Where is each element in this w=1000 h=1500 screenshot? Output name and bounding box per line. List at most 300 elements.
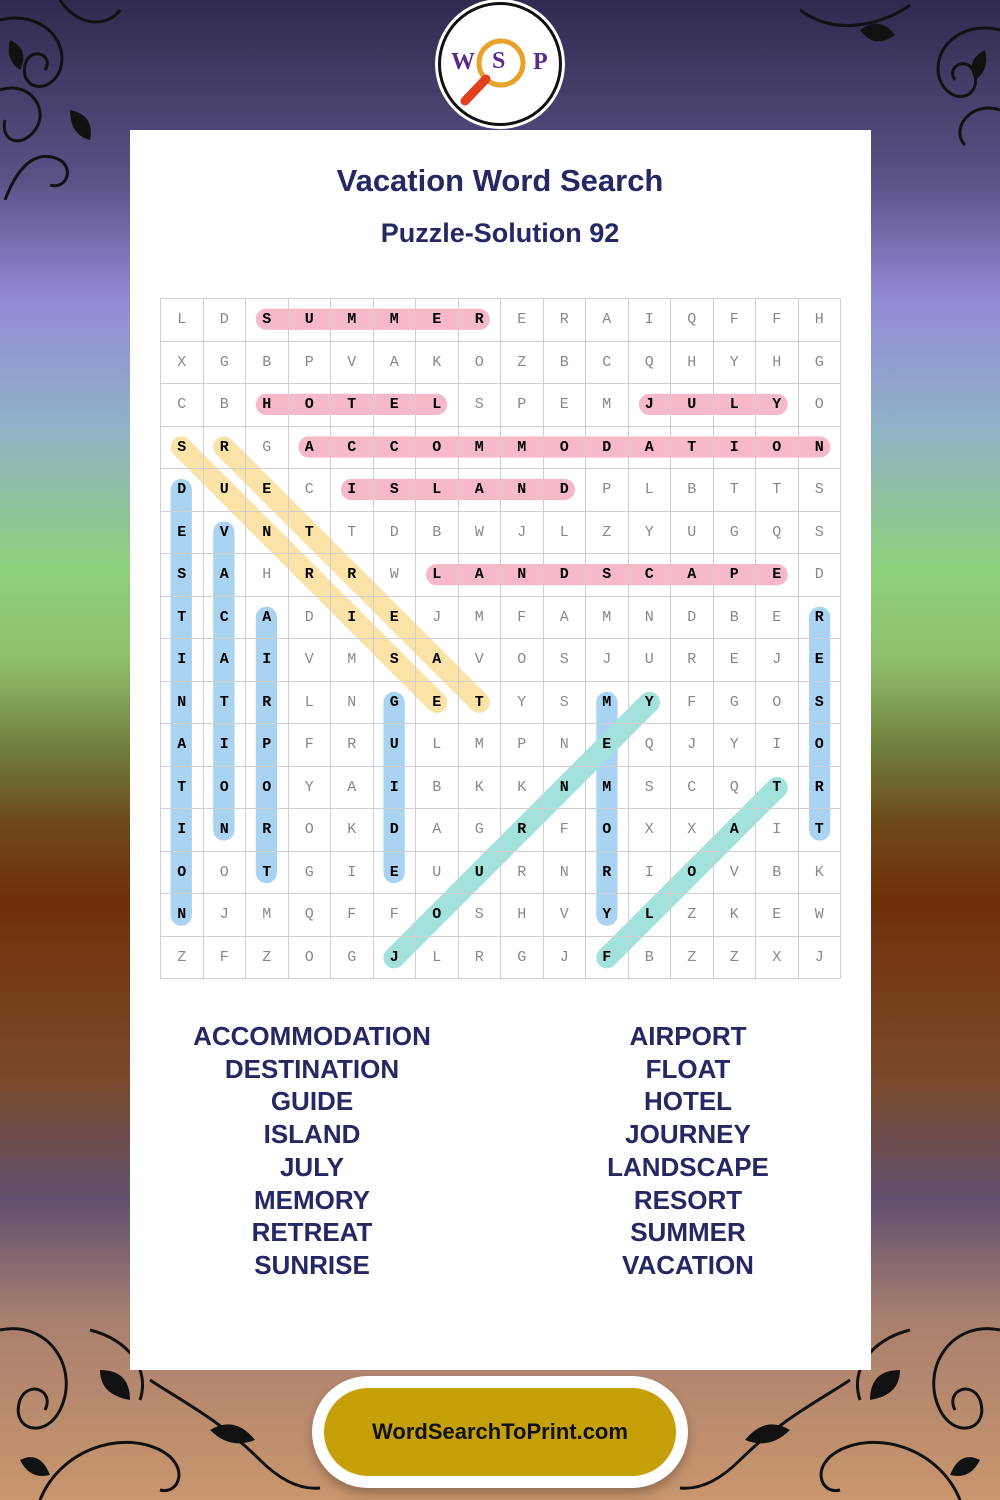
word-list-item: FLOAT <box>645 1053 731 1084</box>
grid-cell: L <box>628 469 671 512</box>
grid-cell: K <box>713 894 756 937</box>
grid-cell: S <box>161 426 204 469</box>
grid-cell: T <box>331 511 374 554</box>
grid-cell: T <box>331 384 374 427</box>
grid-cell: U <box>458 851 501 894</box>
grid-cell: G <box>501 936 544 979</box>
logo-letter-s: S <box>492 48 506 74</box>
grid-cell: Y <box>756 384 799 427</box>
grid-cell: M <box>586 596 629 639</box>
grid-cell: M <box>458 596 501 639</box>
grid-cell: N <box>543 724 586 767</box>
grid-cell: C <box>331 426 374 469</box>
grid-cell: M <box>246 894 289 937</box>
grid-cell: J <box>798 936 841 979</box>
grid-cell: B <box>416 511 459 554</box>
grid-cell: T <box>671 426 714 469</box>
grid-cell: L <box>713 384 756 427</box>
grid-cell: E <box>586 724 629 767</box>
grid-cell: U <box>671 511 714 554</box>
grid-cell: Y <box>586 894 629 937</box>
grid-cell: V <box>458 639 501 682</box>
grid-cell: C <box>628 554 671 597</box>
grid-cell: E <box>161 511 204 554</box>
grid-row <box>161 894 841 937</box>
word-search-grid <box>160 298 841 979</box>
grid-cell: W <box>458 511 501 554</box>
grid-cell: R <box>543 299 586 342</box>
grid-cell: N <box>203 809 246 852</box>
grid-cell: J <box>501 511 544 554</box>
grid-cell: P <box>713 554 756 597</box>
grid-cell: N <box>628 596 671 639</box>
grid-cell: O <box>543 426 586 469</box>
grid-cell: F <box>373 894 416 937</box>
word-list-item: ACCOMMODATION <box>193 1021 431 1051</box>
grid-cell: S <box>798 469 841 512</box>
grid-cell: D <box>671 596 714 639</box>
grid-cell: P <box>501 724 544 767</box>
grid-cell: I <box>373 766 416 809</box>
grid-cell: F <box>501 596 544 639</box>
grid-cell: B <box>756 851 799 894</box>
grid-cell: R <box>458 299 501 342</box>
grid-cell: U <box>628 639 671 682</box>
site-link-label: WordSearchToPrint.com <box>372 1419 628 1444</box>
grid-cell: M <box>458 724 501 767</box>
grid-cell: E <box>501 299 544 342</box>
grid-cell: H <box>246 384 289 427</box>
grid-cell: S <box>586 554 629 597</box>
grid-cell: W <box>373 554 416 597</box>
grid-cell: E <box>246 469 289 512</box>
grid-row <box>161 936 841 979</box>
grid-cell: I <box>246 639 289 682</box>
grid-cell: Z <box>501 341 544 384</box>
grid-cell: T <box>161 766 204 809</box>
grid-cell: J <box>543 936 586 979</box>
grid-row <box>161 724 841 767</box>
grid-cell: J <box>203 894 246 937</box>
grid-cell: J <box>756 639 799 682</box>
grid-cell: N <box>246 511 289 554</box>
grid-cell: R <box>288 554 331 597</box>
grid-cell: E <box>373 384 416 427</box>
grid-cell: O <box>288 384 331 427</box>
word-list-item: LANDSCAPE <box>607 1151 769 1182</box>
grid-cell: A <box>288 426 331 469</box>
grid-row <box>161 554 841 597</box>
grid-cell: R <box>246 681 289 724</box>
logo-letter-w: W <box>451 49 475 75</box>
grid-cell: N <box>543 851 586 894</box>
grid-cell: Y <box>713 724 756 767</box>
grid-cell: F <box>543 809 586 852</box>
grid-cell: A <box>331 766 374 809</box>
word-list-item: ISLAND <box>263 1119 361 1150</box>
grid-cell: S <box>458 384 501 427</box>
grid-cell: A <box>161 724 204 767</box>
grid-cell: C <box>586 341 629 384</box>
grid-cell: A <box>713 809 756 852</box>
grid-cell: U <box>288 299 331 342</box>
grid-cell: M <box>373 299 416 342</box>
grid-cell: F <box>586 936 629 979</box>
word-list-right <box>528 1020 848 1282</box>
grid-cell: R <box>671 639 714 682</box>
grid-cell: K <box>331 809 374 852</box>
grid-cell: L <box>543 511 586 554</box>
grid-cell: O <box>246 766 289 809</box>
grid-cell: Q <box>628 341 671 384</box>
grid-cell: I <box>161 809 204 852</box>
grid-cell: B <box>713 596 756 639</box>
grid-cell: D <box>543 469 586 512</box>
grid-cell: G <box>373 681 416 724</box>
grid-cell: N <box>161 894 204 937</box>
grid-cell: A <box>543 596 586 639</box>
grid-cell: Z <box>161 936 204 979</box>
grid-cell: G <box>713 681 756 724</box>
grid-cell: N <box>161 681 204 724</box>
grid-cell: A <box>628 426 671 469</box>
grid-cell: S <box>161 554 204 597</box>
grid-cell: I <box>628 299 671 342</box>
grid-row <box>161 511 841 554</box>
grid-cell: A <box>458 469 501 512</box>
grid-cell: F <box>288 724 331 767</box>
grid-cell: M <box>458 426 501 469</box>
grid-cell: H <box>756 341 799 384</box>
word-list-item: MEMORY <box>253 1184 371 1215</box>
grid-cell: P <box>288 341 331 384</box>
word-list-item: AIRPORT <box>629 1021 747 1051</box>
grid-cell: Z <box>713 936 756 979</box>
grid-cell: D <box>288 596 331 639</box>
grid-cell: I <box>331 596 374 639</box>
grid-row <box>161 851 841 894</box>
grid-cell: E <box>756 894 799 937</box>
grid-cell: T <box>756 766 799 809</box>
grid-cell: K <box>458 766 501 809</box>
grid-cell: T <box>288 511 331 554</box>
grid-cell: H <box>246 554 289 597</box>
grid-cell: U <box>671 384 714 427</box>
grid-cell: I <box>203 724 246 767</box>
grid-cell: A <box>416 809 459 852</box>
grid-cell: A <box>246 596 289 639</box>
grid-cell: T <box>798 809 841 852</box>
grid-cell: O <box>161 851 204 894</box>
grid-cell: M <box>501 426 544 469</box>
grid-row <box>161 384 841 427</box>
grid-cell: A <box>203 554 246 597</box>
grid-cell: J <box>416 596 459 639</box>
grid-cell: D <box>373 809 416 852</box>
grid-cell: E <box>416 299 459 342</box>
grid-cell: W <box>798 894 841 937</box>
grid-cell: A <box>671 554 714 597</box>
grid-row <box>161 809 841 852</box>
grid-cell: O <box>798 384 841 427</box>
grid-cell: T <box>713 469 756 512</box>
word-list-item: SUNRISE <box>254 1249 370 1280</box>
grid-cell: A <box>416 639 459 682</box>
corner-ornament-top-right <box>800 0 1000 150</box>
word-list-item: GUIDE <box>270 1086 354 1117</box>
grid-cell: G <box>288 851 331 894</box>
logo-letter-p: P <box>533 49 548 75</box>
grid-cell: Q <box>671 299 714 342</box>
grid-cell: G <box>798 341 841 384</box>
grid-cell: B <box>671 469 714 512</box>
grid-row <box>161 341 841 384</box>
grid-cell: O <box>416 426 459 469</box>
grid-cell: I <box>331 469 374 512</box>
grid-cell: F <box>713 299 756 342</box>
grid-cell: X <box>628 809 671 852</box>
grid-cell: C <box>203 596 246 639</box>
grid-cell: F <box>756 299 799 342</box>
grid-cell: H <box>501 894 544 937</box>
grid-row <box>161 469 841 512</box>
grid-cell: X <box>671 809 714 852</box>
grid-cell: J <box>373 936 416 979</box>
grid-cell: H <box>798 299 841 342</box>
word-list-item: JULY <box>279 1151 345 1182</box>
grid-cell: G <box>331 936 374 979</box>
grid-cell: O <box>671 851 714 894</box>
grid-cell: Q <box>288 894 331 937</box>
grid-cell: D <box>373 511 416 554</box>
grid-cell: X <box>161 341 204 384</box>
grid-cell: R <box>501 851 544 894</box>
grid-cell: Y <box>288 766 331 809</box>
grid-cell: A <box>586 299 629 342</box>
grid-cell: B <box>416 766 459 809</box>
grid-cell: O <box>288 809 331 852</box>
grid-cell: R <box>798 596 841 639</box>
grid-cell: O <box>203 766 246 809</box>
grid-cell: A <box>373 341 416 384</box>
grid-cell: I <box>713 426 756 469</box>
grid-cell: D <box>586 426 629 469</box>
grid-cell: Z <box>671 894 714 937</box>
site-link-button[interactable] <box>324 1388 676 1476</box>
grid-cell: R <box>458 936 501 979</box>
grid-cell: Q <box>628 724 671 767</box>
grid-cell: J <box>586 639 629 682</box>
grid-cell: G <box>458 809 501 852</box>
grid-cell: U <box>416 851 459 894</box>
grid-cell: A <box>203 639 246 682</box>
grid-cell: T <box>161 596 204 639</box>
grid-cell: O <box>501 639 544 682</box>
grid-cell: I <box>628 851 671 894</box>
grid-cell: L <box>416 554 459 597</box>
grid-cell: R <box>203 426 246 469</box>
grid-cell: O <box>756 426 799 469</box>
grid-cell: I <box>756 809 799 852</box>
grid-cell: E <box>543 384 586 427</box>
page-title: Vacation Word Search <box>336 163 664 198</box>
grid-cell: E <box>416 681 459 724</box>
grid-cell: F <box>671 681 714 724</box>
grid-cell: S <box>373 639 416 682</box>
grid-cell: L <box>416 384 459 427</box>
grid-cell: I <box>756 724 799 767</box>
grid-cell: S <box>458 894 501 937</box>
grid-cell: L <box>161 299 204 342</box>
grid-cell: U <box>373 724 416 767</box>
grid-cell: V <box>331 341 374 384</box>
grid-cell: O <box>458 341 501 384</box>
grid-cell: B <box>203 384 246 427</box>
grid-cell: S <box>798 511 841 554</box>
grid-cell: G <box>713 511 756 554</box>
grid-cell: G <box>203 341 246 384</box>
grid-cell: X <box>756 936 799 979</box>
grid-cell: D <box>543 554 586 597</box>
grid-cell: B <box>628 936 671 979</box>
grid-cell: C <box>671 766 714 809</box>
grid-row <box>161 766 841 809</box>
grid-cell: O <box>203 851 246 894</box>
grid-cell: N <box>543 766 586 809</box>
word-list-item: RESORT <box>633 1184 743 1215</box>
grid-cell: Z <box>246 936 289 979</box>
grid-cell: Q <box>713 766 756 809</box>
grid-cell: D <box>798 554 841 597</box>
grid-cell: I <box>161 639 204 682</box>
grid-cell: K <box>798 851 841 894</box>
word-list-item: RETREAT <box>251 1217 373 1248</box>
grid-cell: M <box>586 766 629 809</box>
grid-cell: B <box>543 341 586 384</box>
grid-cell: P <box>501 384 544 427</box>
grid-cell: C <box>288 469 331 512</box>
word-list-item: VACATION <box>622 1249 754 1280</box>
grid-cell: N <box>798 426 841 469</box>
grid-cell: M <box>331 639 374 682</box>
grid-cell: Z <box>671 936 714 979</box>
grid-cell: G <box>246 426 289 469</box>
grid-cell: T <box>203 681 246 724</box>
grid-cell: V <box>543 894 586 937</box>
grid-cell: V <box>288 639 331 682</box>
grid-cell: I <box>331 851 374 894</box>
grid-cell: S <box>246 299 289 342</box>
grid-cell: N <box>331 681 374 724</box>
grid-cell: P <box>586 469 629 512</box>
grid-cell: P <box>246 724 289 767</box>
grid-cell: F <box>203 936 246 979</box>
grid-cell: Y <box>628 681 671 724</box>
grid-cell: T <box>246 851 289 894</box>
grid-row <box>161 299 841 342</box>
grid-cell: E <box>713 639 756 682</box>
page-subtitle: Puzzle-Solution 92 <box>380 218 620 248</box>
grid-row <box>161 681 841 724</box>
word-list-item: JOURNEY <box>625 1119 751 1150</box>
grid-cell: L <box>628 894 671 937</box>
grid-cell: M <box>331 299 374 342</box>
grid-cell: E <box>756 554 799 597</box>
grid-cell: C <box>373 426 416 469</box>
grid-cell: R <box>246 809 289 852</box>
grid-cell: A <box>458 554 501 597</box>
grid-cell: L <box>416 936 459 979</box>
word-list-item: DESTINATION <box>224 1053 400 1084</box>
grid-cell: M <box>586 384 629 427</box>
grid-cell: R <box>586 851 629 894</box>
grid-cell: R <box>798 766 841 809</box>
grid-cell: F <box>331 894 374 937</box>
word-list-item: SUMMER <box>630 1217 746 1248</box>
grid-cell: Q <box>756 511 799 554</box>
grid-cell: N <box>501 469 544 512</box>
grid-cell: E <box>798 639 841 682</box>
grid-cell: S <box>543 639 586 682</box>
grid-cell: L <box>416 724 459 767</box>
grid-cell: Y <box>713 341 756 384</box>
grid-cell: K <box>501 766 544 809</box>
grid-cell: Z <box>586 511 629 554</box>
grid-cell: O <box>798 724 841 767</box>
grid-cell: L <box>416 469 459 512</box>
grid-cell: V <box>713 851 756 894</box>
grid-cell: J <box>671 724 714 767</box>
grid-cell: M <box>586 681 629 724</box>
grid-row <box>161 639 841 682</box>
grid-cell: O <box>586 809 629 852</box>
grid-cell: O <box>416 894 459 937</box>
grid-cell: E <box>756 596 799 639</box>
grid-cell: Y <box>628 511 671 554</box>
grid-cell: R <box>331 724 374 767</box>
grid-cell: T <box>756 469 799 512</box>
grid-cell: Y <box>501 681 544 724</box>
grid-cell: D <box>203 299 246 342</box>
grid-cell: R <box>331 554 374 597</box>
grid-cell: S <box>798 681 841 724</box>
site-logo[interactable] <box>438 2 562 126</box>
grid-cell: U <box>203 469 246 512</box>
grid-cell: C <box>161 384 204 427</box>
grid-cell: R <box>501 809 544 852</box>
grid-cell: S <box>628 766 671 809</box>
grid-cell: S <box>543 681 586 724</box>
word-list-item: HOTEL <box>643 1086 733 1117</box>
grid-cell: H <box>671 341 714 384</box>
grid-row <box>161 596 841 639</box>
grid-cell: L <box>288 681 331 724</box>
grid-cell: V <box>203 511 246 554</box>
word-list-left <box>152 1020 472 1282</box>
grid-cell: T <box>458 681 501 724</box>
grid-row <box>161 426 841 469</box>
grid-cell: J <box>628 384 671 427</box>
grid-cell: E <box>373 596 416 639</box>
letter-grid <box>160 298 841 979</box>
grid-cell: O <box>756 681 799 724</box>
grid-cell: D <box>161 469 204 512</box>
grid-cell: N <box>501 554 544 597</box>
grid-cell: B <box>246 341 289 384</box>
grid-cell: E <box>373 851 416 894</box>
grid-cell: O <box>288 936 331 979</box>
grid-cell: K <box>416 341 459 384</box>
